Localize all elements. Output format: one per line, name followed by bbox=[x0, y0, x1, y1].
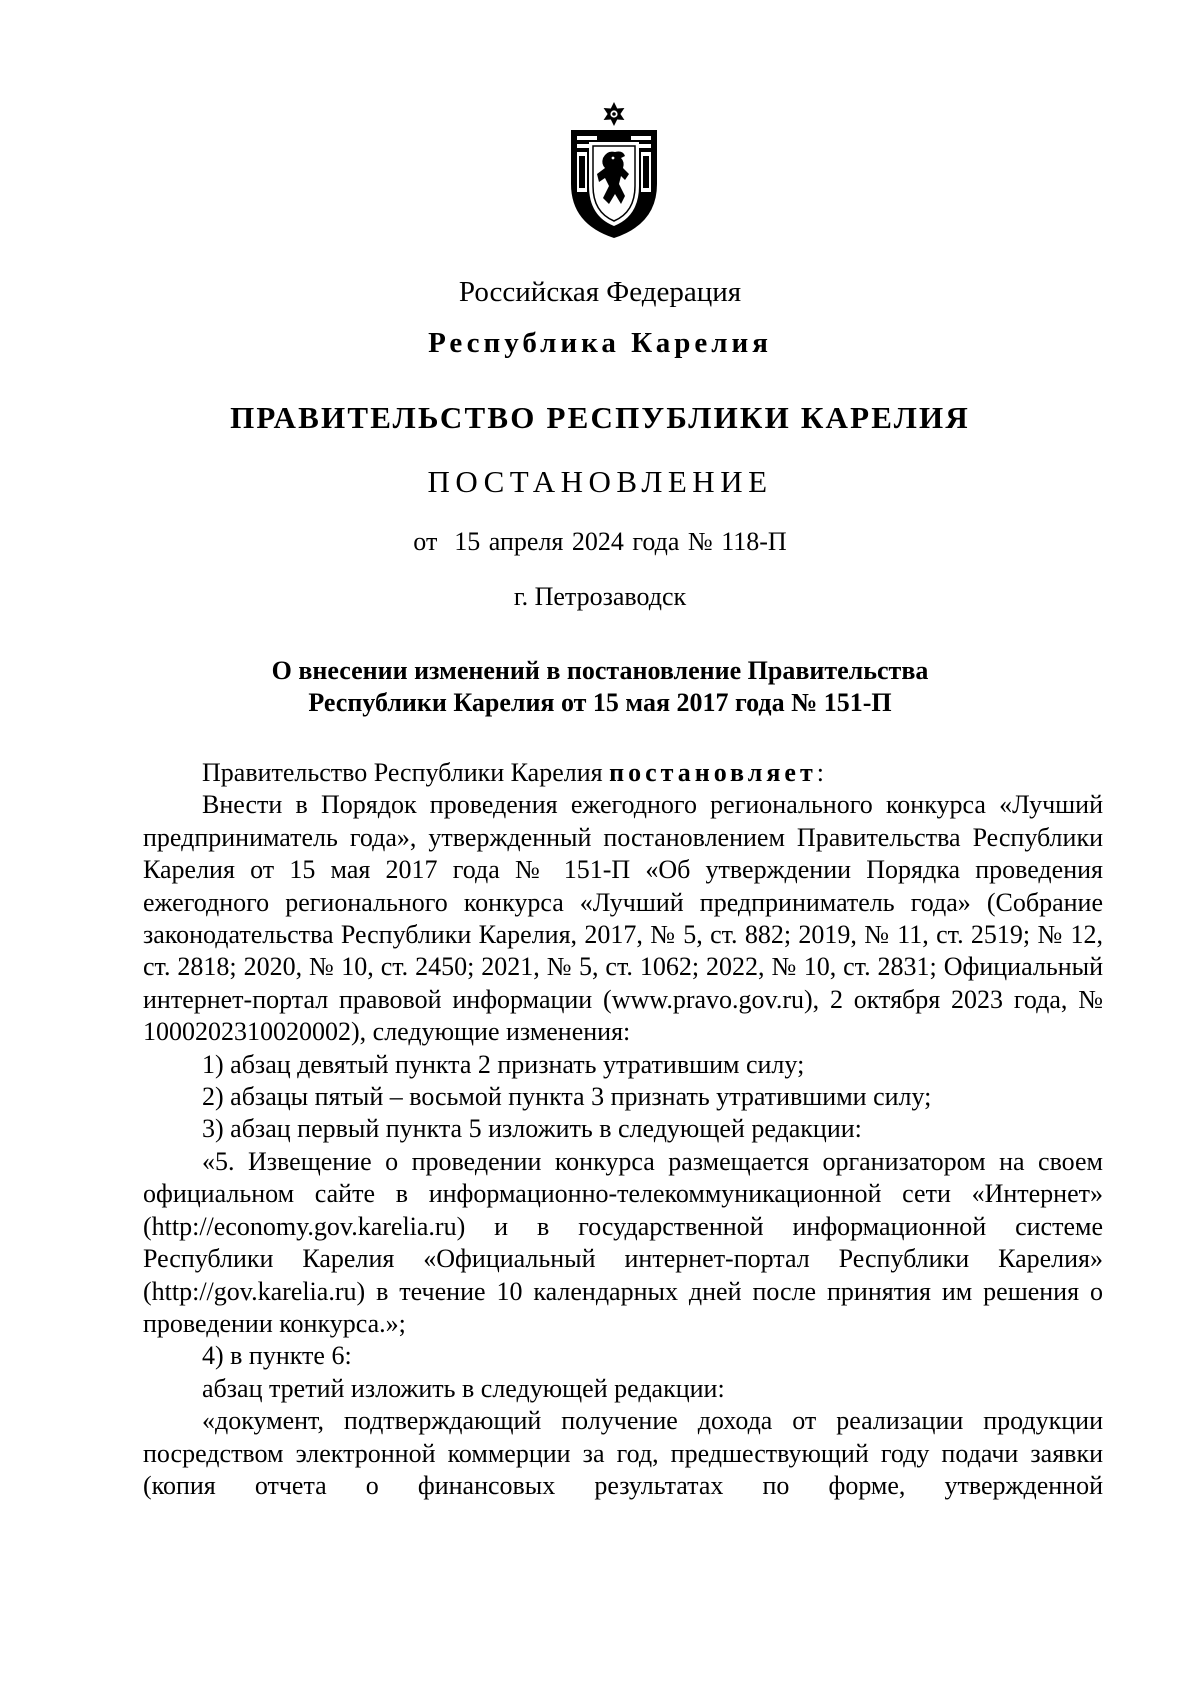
document-date-number: от 15 апреля 2024 года № 118-П bbox=[413, 527, 787, 556]
document-city: г. Петрозаводск bbox=[513, 582, 687, 611]
document-body bbox=[143, 757, 1103, 1502]
body-paragraph-subitem: абзац третий изложить в следующей редакции: bbox=[202, 1373, 725, 1403]
body-paragraph-item-2: 2) абзацы пятый – восьмой пункта 3 признать утратившими силу; bbox=[202, 1082, 932, 1112]
country-name: Российская Федерация bbox=[458, 276, 742, 308]
body-paragraph-item-4: 4) в пункте 6: bbox=[202, 1341, 352, 1371]
body-paragraph-item-1: 1) абзац девятый пункта 2 признать утратившим силу; bbox=[202, 1049, 805, 1079]
body-paragraph-preamble bbox=[143, 757, 1103, 789]
government-name: ПРАВИТЕЛЬСТВО РЕСПУБЛИКИ КАРЕЛИЯ bbox=[230, 400, 970, 435]
preamble-tail: : bbox=[816, 758, 824, 787]
body-paragraph-item-3: 3) абзац первый пункта 5 изложить в следующей редакции: bbox=[202, 1114, 862, 1144]
body-paragraph-amend: Внести в Порядок проведения ежегодного регионального конкурса «Лучший предприниматель года», утвержденный постановлением Правительства Республики Карелия от 15 мая 2017 года № 151-П «Об утверждении Порядка проведения ежегодного регионального конкурса «Лучший предприниматель года» (Собрание законодательства Республики Карелия, 2017, № 5, ст. 882; 2019, № 11, ст. 2519; № 12, ст. 2818; 2020, № 10, ст. 2450; 2021, № 5, ст. 1062; 2022, № 10, ст. 2831; Официальный интернет-портал правовой информации (www.pravo.gov.ru), 2 октября 2023 года, № 1000202310020002), следующие изменения: bbox=[143, 790, 1103, 1047]
document-title bbox=[0, 655, 1200, 719]
preamble-lead: Правительство Республики Карелия bbox=[202, 758, 610, 787]
body-paragraph-quote-5: «5. Извещение о проведении конкурса размещается организатором на своем официальном сайте в информационно-телекоммуникационной сети «Интернет» (http://economy.gov.karelia.ru) и в государственной информационной системе Республики Карелия «Официальный интернет-портал Республики Карелия» (http://gov.karelia.ru) в течение 10 календарных дней после принятия им решения о проведении конкурса.»; bbox=[143, 1146, 1103, 1338]
coat-of-arms-emblem bbox=[567, 100, 661, 240]
preamble-decrees-word: постановляет bbox=[609, 758, 817, 787]
document-type: ПОСТАНОВЛЕНИЕ bbox=[427, 464, 773, 499]
body-paragraph-quote-document: «документ, подтверждающий получение дохода от реализации продукции посредством электронной коммерции за год, предшествующий году подачи заявки (копия отчета о финансовых результатах по форме, утвержденной bbox=[143, 1406, 1103, 1500]
republic-name: Республика Карелия bbox=[428, 327, 772, 359]
document-title-line-2: Республики Карелия от 15 мая 2017 года № 151-П bbox=[308, 688, 892, 717]
document-title-line-1: О внесении изменений в постановление Правительства bbox=[271, 656, 929, 685]
